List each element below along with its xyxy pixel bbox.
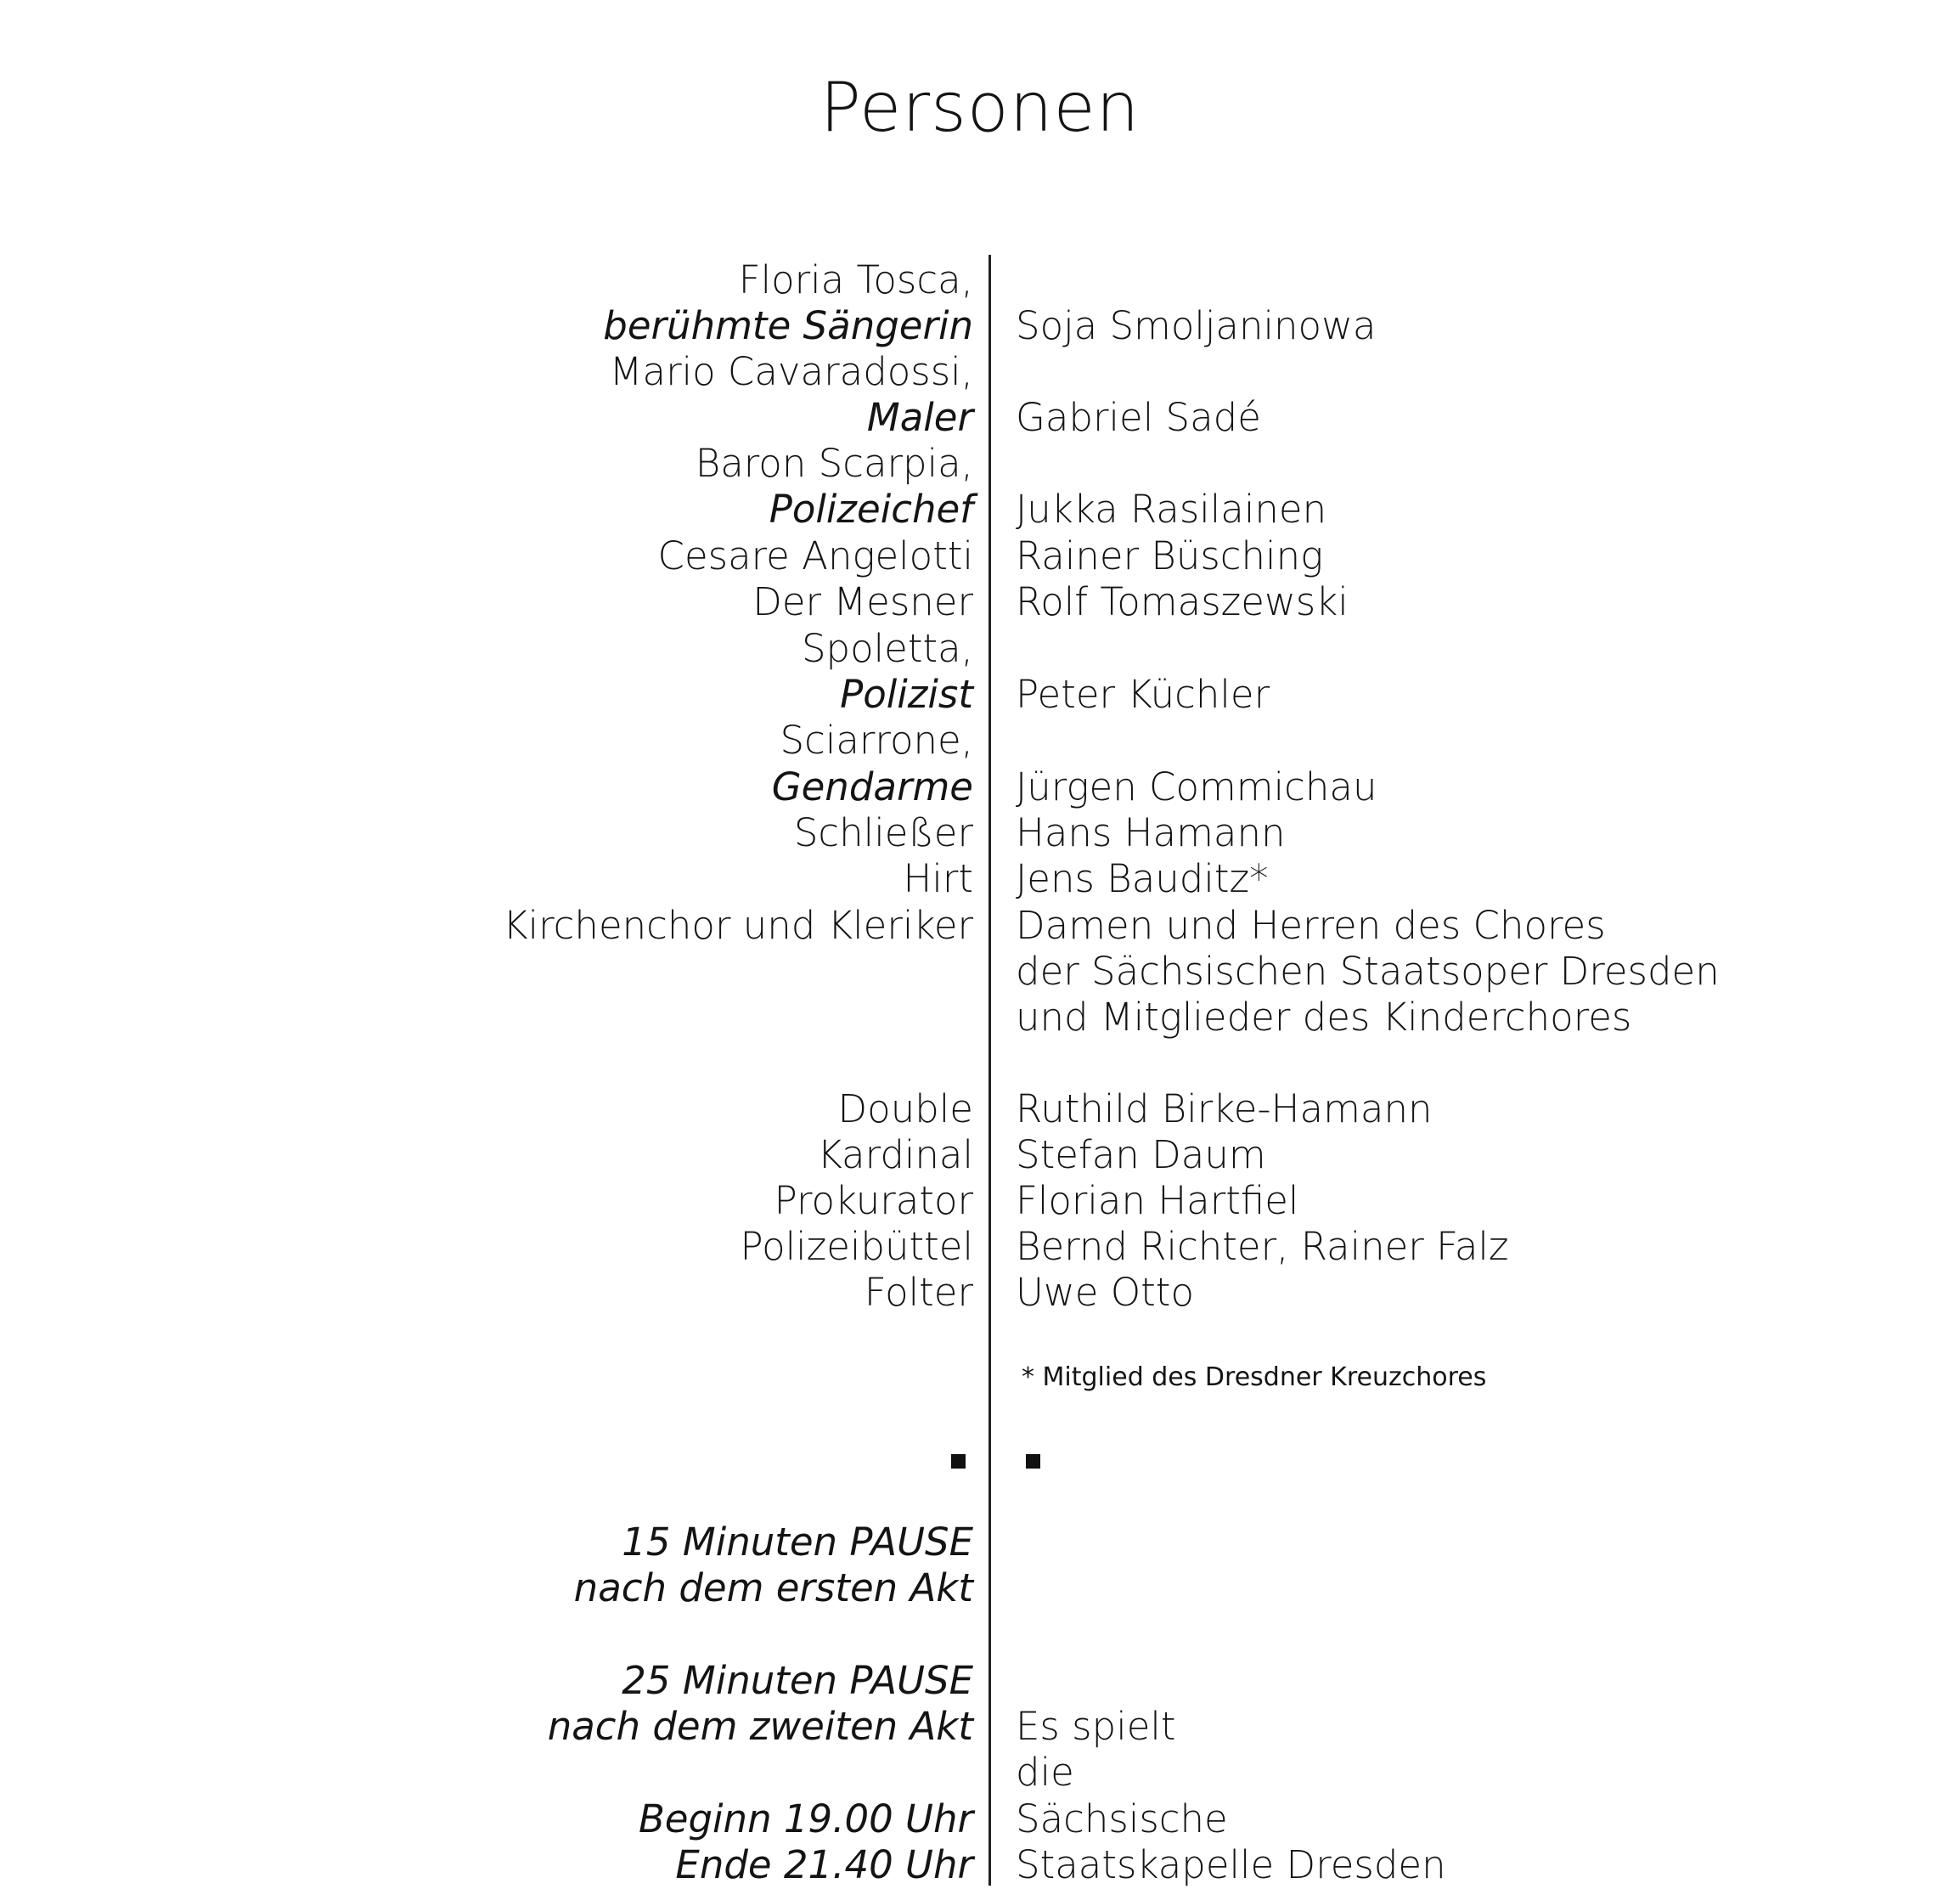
left-square-bullet bbox=[951, 1454, 966, 1469]
role-label: Double bbox=[837, 1086, 973, 1131]
role-label: Spoletta, bbox=[801, 626, 973, 671]
cast-name: der Sächsischen Staatsoper Dresden bbox=[1016, 949, 1720, 994]
cast-name: Ruthild Birke-Hamann bbox=[1016, 1086, 1433, 1131]
role-label: Der Mesner bbox=[752, 579, 973, 624]
footnote: * Mitglied des Dresdner Kreuzchores bbox=[1022, 1362, 1487, 1392]
role-label: Polizist bbox=[840, 672, 973, 717]
role-label: Baron Scarpia, bbox=[695, 441, 973, 486]
role-label: Cesare Angelotti bbox=[657, 533, 973, 578]
role-label: Folter bbox=[864, 1270, 973, 1315]
role-label: Polizeibüttel bbox=[740, 1224, 973, 1269]
cast-name: Peter Küchler bbox=[1016, 672, 1270, 717]
pause-line: nach dem ersten Akt bbox=[573, 1565, 973, 1610]
cast-name: Florian Hartfiel bbox=[1016, 1178, 1299, 1223]
pause-line: Ende 21.40 Uhr bbox=[675, 1842, 973, 1887]
orchestra-line: die bbox=[1016, 1750, 1074, 1795]
role-label: Gendarme bbox=[771, 764, 973, 809]
role-label: Kirchenchor und Kleriker bbox=[503, 903, 973, 948]
orchestra-line: Sächsische bbox=[1016, 1796, 1228, 1841]
cast-name: Jürgen Commichau bbox=[1016, 764, 1377, 809]
cast-name: Hans Hamann bbox=[1016, 810, 1286, 855]
cast-name: Rainer Büsching bbox=[1016, 533, 1324, 578]
pause-line: 25 Minuten PAUSE bbox=[622, 1658, 973, 1703]
pause-line: 15 Minuten PAUSE bbox=[622, 1520, 973, 1565]
cast-name: Soja Smoljaninowa bbox=[1016, 303, 1377, 348]
role-label: Prokurator bbox=[774, 1178, 973, 1223]
role-label: Mario Cavaradossi, bbox=[609, 349, 973, 394]
pause-line: Beginn 19.00 Uhr bbox=[638, 1796, 973, 1841]
role-label: Floria Tosca, bbox=[738, 257, 973, 302]
right-square-bullet bbox=[1026, 1454, 1040, 1469]
role-label: Schließer bbox=[793, 810, 973, 855]
role-label: berühmte Sängerin bbox=[603, 303, 973, 348]
cast-name: Uwe Otto bbox=[1016, 1270, 1194, 1315]
cast-name: Jens Bauditz* bbox=[1016, 856, 1269, 901]
cast-name: Bernd Richter, Rainer Falz bbox=[1016, 1224, 1509, 1269]
cast-name: Gabriel Sadé bbox=[1016, 395, 1261, 440]
pause-line: nach dem zweiten Akt bbox=[547, 1704, 973, 1749]
role-label: Hirt bbox=[903, 856, 973, 901]
orchestra-line: Staatskapelle Dresden bbox=[1016, 1842, 1446, 1887]
role-label: Polizeichef bbox=[769, 487, 973, 532]
page-title: Personen bbox=[819, 68, 1141, 147]
center-divider bbox=[988, 255, 991, 1886]
role-label: Sciarrone, bbox=[780, 718, 973, 763]
cast-name: Jukka Rasilainen bbox=[1016, 487, 1327, 532]
role-label: Maler bbox=[866, 395, 973, 440]
cast-name: Damen und Herren des Chores bbox=[1016, 903, 1606, 948]
cast-name: Rolf Tomaszewski bbox=[1016, 579, 1349, 624]
role-label: Kardinal bbox=[817, 1132, 973, 1177]
cast-name: und Mitglieder des Kinderchores bbox=[1016, 995, 1632, 1040]
orchestra-line: Es spielt bbox=[1016, 1704, 1176, 1749]
cast-name: Stefan Daum bbox=[1016, 1132, 1266, 1177]
